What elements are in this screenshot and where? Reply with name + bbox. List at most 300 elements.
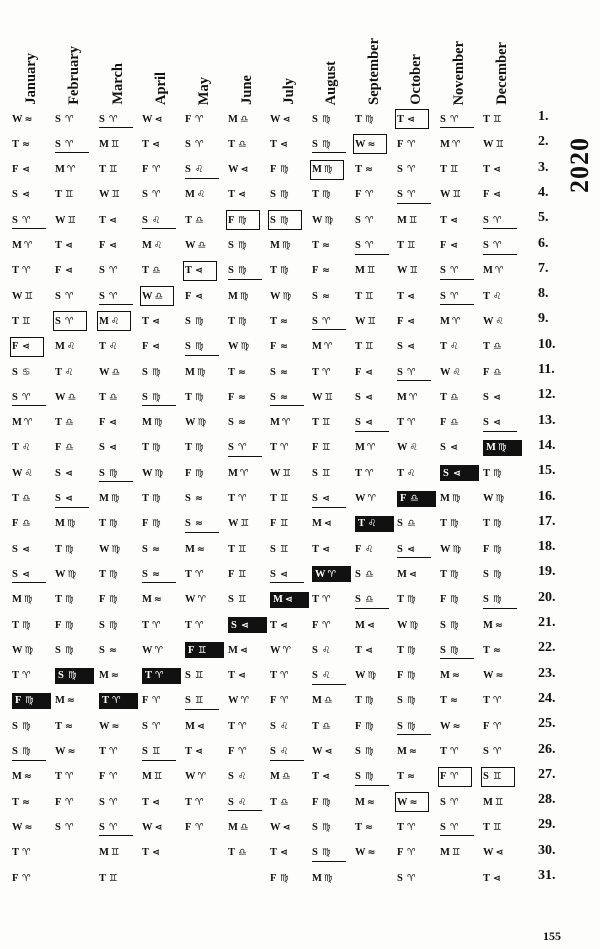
weekday-letter: W (315, 568, 326, 580)
weekday-letter: T (99, 214, 107, 226)
zodiac-icon: ♊ (67, 214, 76, 226)
zodiac-icon: ⋖ (365, 417, 372, 429)
zodiac-icon: ♈ (152, 189, 160, 201)
weekday-letter: T (270, 442, 278, 454)
zodiac-icon: ⋖ (450, 442, 457, 454)
day-cell (99, 136, 139, 152)
month-name: November (450, 40, 467, 105)
zodiac-icon: ≈ (280, 341, 287, 353)
zodiac-icon: ⋖ (280, 847, 287, 859)
weekday-letter: M (270, 240, 280, 251)
weekday-letter: S (185, 315, 191, 327)
weekday-letter: T (270, 847, 278, 859)
zodiac-icon: ♍ (497, 442, 506, 454)
day-cell (355, 718, 395, 734)
day-cell (185, 440, 225, 456)
day-cell (397, 693, 437, 709)
day-cell (12, 870, 52, 886)
zodiac-icon: ♍ (451, 493, 460, 504)
zodiac-icon: ♎ (450, 391, 458, 403)
day-cell (312, 491, 352, 507)
day-cell (142, 744, 182, 760)
day-cell (12, 617, 52, 633)
zodiac-icon: ⋖ (152, 847, 159, 859)
day-cell (99, 111, 139, 127)
day-number: 16. (538, 488, 556, 504)
zodiac-icon: ⋖ (365, 391, 372, 403)
weekday-letter: T (355, 644, 363, 656)
weekday-letter: S (440, 113, 446, 125)
day-number: 3. (538, 159, 549, 175)
zodiac-icon: ♌ (196, 189, 205, 201)
day-cell (99, 339, 139, 355)
day-cell (142, 263, 182, 279)
weekday-letter: S (312, 138, 318, 150)
zodiac-icon: ⋖ (408, 568, 416, 580)
zodiac-icon: ♈ (280, 670, 288, 682)
weekday-letter: T (99, 746, 107, 757)
day-cell (99, 819, 139, 835)
day-cell (483, 845, 523, 861)
weekday-letter: M (228, 290, 238, 302)
day-cell (270, 718, 310, 734)
zodiac-icon: ♍ (407, 644, 415, 656)
zodiac-icon: ♊ (280, 493, 288, 504)
weekday-letter: T (440, 746, 448, 757)
day-cell (99, 187, 139, 203)
day-cell (312, 516, 352, 532)
day-cell (483, 642, 523, 658)
month-header-august (320, 10, 342, 105)
day-cell (12, 389, 52, 405)
weekday-letter: M (142, 594, 152, 606)
weekday-letter: M (228, 467, 238, 479)
month-name: August (322, 60, 339, 105)
day-cell (483, 769, 513, 785)
weekday-letter: T (483, 518, 491, 530)
zodiac-icon: ♍ (196, 366, 205, 378)
day-cell (440, 693, 480, 709)
weekday-letter: W (440, 366, 451, 378)
zodiac-icon: ♊ (495, 138, 504, 150)
zodiac-icon: ♈ (322, 315, 330, 327)
weekday-letter: W (228, 695, 239, 707)
zodiac-icon: ♈ (280, 442, 288, 454)
zodiac-icon: ♌ (495, 315, 504, 327)
weekday-letter: S (397, 189, 403, 201)
zodiac-icon: ♈ (112, 695, 120, 707)
zodiac-icon: ♍ (450, 594, 458, 606)
day-number: 18. (538, 539, 556, 555)
zodiac-icon: ♌ (368, 518, 376, 530)
zodiac-icon: ♈ (407, 872, 415, 884)
zodiac-icon: ♈ (152, 164, 160, 176)
weekday-letter: S (12, 568, 18, 580)
day-cell (270, 617, 310, 633)
day-cell (270, 313, 310, 329)
day-cell (55, 744, 95, 760)
day-cell (228, 516, 268, 532)
weekday-letter: S (312, 467, 318, 479)
zodiac-icon: ≈ (451, 670, 459, 682)
zodiac-icon: ⋖ (22, 543, 29, 555)
day-cell (12, 592, 52, 608)
zodiac-icon: ≈ (366, 796, 374, 808)
zodiac-icon: ♊ (238, 543, 246, 555)
day-cell (397, 111, 427, 127)
zodiac-icon: ♌ (493, 290, 501, 302)
zodiac-icon: ⋖ (109, 442, 116, 454)
day-cell (355, 617, 395, 633)
weekday-letter: T (312, 240, 320, 251)
zodiac-icon: ♊ (367, 315, 376, 327)
day-cell (397, 642, 437, 658)
zodiac-icon: ♍ (450, 568, 458, 580)
weekday-letter: S (231, 619, 237, 631)
zodiac-icon: ⋖ (109, 214, 116, 226)
weekday-letter: T (228, 366, 236, 378)
weekday-letter: M (185, 366, 195, 378)
weekday-letter: S (99, 619, 105, 631)
weekday-letter: S (12, 391, 18, 403)
day-number: 31. (538, 868, 556, 883)
zodiac-icon: ♎ (67, 391, 76, 403)
zodiac-icon: ♍ (493, 543, 501, 555)
day-cell (228, 415, 268, 431)
day-cell (397, 364, 437, 380)
weekday-letter: S (55, 315, 61, 327)
day-cell (228, 693, 268, 709)
zodiac-icon: ♍ (281, 240, 290, 251)
zodiac-icon: ♍ (280, 189, 288, 201)
day-cell (397, 769, 437, 785)
day-cell (355, 136, 385, 152)
day-cell (99, 845, 139, 861)
day-cell (12, 744, 52, 760)
weekday-letter: M (55, 341, 65, 353)
day-cell (397, 566, 437, 582)
weekday-letter: F (55, 619, 62, 631)
day-cell (397, 465, 437, 481)
weekday-letter: T (185, 442, 193, 454)
day-cell (228, 440, 268, 456)
day-cell (142, 642, 182, 658)
zodiac-icon: ♍ (322, 847, 330, 859)
weekday-letter: W (270, 467, 281, 479)
day-cell (228, 288, 268, 304)
day-cell (440, 819, 480, 835)
day-cell (185, 516, 225, 532)
weekday-letter: S (142, 568, 148, 580)
day-cell (355, 794, 395, 810)
weekday-letter: T (55, 366, 63, 378)
day-number: 5. (538, 210, 549, 226)
zodiac-icon: ≈ (111, 720, 119, 732)
month-header-october (405, 10, 427, 105)
month-name: January (22, 53, 39, 105)
zodiac-icon: ♈ (451, 315, 460, 327)
day-cell (55, 819, 95, 835)
zodiac-icon: ♊ (365, 341, 373, 353)
weekday-letter: T (312, 771, 320, 783)
day-cell (55, 339, 95, 355)
weekday-letter: W (55, 746, 66, 757)
zodiac-icon: ♍ (152, 366, 160, 378)
weekday-letter: S (483, 214, 489, 226)
zodiac-icon: ⋖ (195, 265, 202, 277)
day-cell (312, 794, 352, 810)
weekday-letter: T (228, 315, 236, 327)
weekday-letter: T (397, 290, 405, 302)
day-cell (12, 187, 52, 203)
day-cell (99, 491, 139, 507)
zodiac-icon: ♈ (451, 138, 460, 150)
day-cell (99, 389, 139, 405)
day-cell (99, 642, 139, 658)
weekday-letter: T (397, 417, 405, 429)
weekday-letter: F (397, 138, 404, 150)
zodiac-icon: ♎ (197, 240, 206, 251)
zodiac-icon: ♍ (67, 568, 76, 580)
day-cell (99, 718, 139, 734)
weekday-letter: T (483, 164, 491, 176)
day-cell (55, 136, 95, 152)
month-header-february (63, 10, 85, 105)
day-cell (397, 136, 437, 152)
day-cell (270, 794, 310, 810)
day-cell (483, 491, 523, 507)
weekday-letter: F (99, 417, 106, 429)
zodiac-icon: ⋖ (365, 366, 372, 378)
weekday-letter: S (397, 341, 403, 353)
zodiac-icon: ♊ (493, 113, 501, 125)
weekday-letter: S (270, 568, 276, 580)
day-cell (55, 263, 95, 279)
weekday-letter: T (483, 341, 491, 353)
day-cell (397, 288, 437, 304)
day-cell (12, 238, 52, 254)
weekday-letter: M (486, 442, 496, 454)
day-cell (270, 263, 310, 279)
weekday-letter: M (483, 796, 493, 808)
weekday-letter: S (185, 164, 191, 176)
weekday-letter: M (440, 847, 450, 859)
zodiac-icon: ♊ (322, 417, 330, 429)
zodiac-icon: ♈ (322, 619, 330, 631)
zodiac-icon: ♈ (365, 189, 373, 201)
weekday-letter: T (145, 670, 153, 682)
zodiac-icon: ≈ (494, 619, 502, 631)
zodiac-icon: ♍ (195, 442, 203, 454)
zodiac-icon: ♊ (280, 543, 288, 555)
day-cell (397, 238, 437, 254)
weekday-letter: T (12, 265, 20, 277)
day-cell (397, 263, 437, 279)
day-cell (397, 491, 436, 507)
weekday-letter: S (12, 214, 18, 226)
zodiac-icon: ♊ (111, 189, 120, 201)
day-cell (312, 162, 342, 178)
weekday-letter: T (99, 518, 107, 530)
zodiac-icon: ≈ (152, 568, 159, 580)
zodiac-icon: ♍ (322, 189, 330, 201)
zodiac-icon: ≈ (408, 746, 416, 757)
weekday-letter: F (440, 771, 447, 783)
weekday-letter: T (142, 847, 150, 859)
zodiac-icon: ♊ (450, 164, 458, 176)
day-number: 29. (538, 817, 556, 833)
weekday-letter: W (99, 366, 110, 378)
day-cell (312, 870, 352, 886)
zodiac-icon: ♈ (65, 113, 73, 125)
weekday-letter: F (270, 872, 277, 884)
day-cell (397, 592, 437, 608)
zodiac-icon: ♋ (22, 366, 30, 378)
weekday-letter: S (55, 493, 61, 504)
zodiac-icon: ≈ (65, 720, 72, 732)
day-cell (228, 491, 268, 507)
month-header-july (278, 10, 300, 105)
day-cell (440, 263, 480, 279)
zodiac-icon: ♍ (152, 493, 160, 504)
zodiac-icon: ♈ (65, 796, 73, 808)
zodiac-icon: ♊ (408, 214, 417, 226)
zodiac-icon: ≈ (23, 771, 31, 783)
day-cell (55, 769, 95, 785)
weekday-letter: T (142, 796, 150, 808)
zodiac-icon: ♍ (152, 442, 160, 454)
weekday-letter: T (312, 720, 320, 732)
weekday-letter: T (270, 493, 278, 504)
zodiac-icon: ⋖ (280, 619, 287, 631)
zodiac-icon: ♎ (152, 265, 160, 277)
weekday-letter: F (483, 189, 490, 201)
month-header-january (20, 10, 42, 105)
weekday-letter: T (270, 796, 278, 808)
day-cell (185, 162, 225, 178)
zodiac-icon: ♊ (451, 847, 460, 859)
day-cell (440, 845, 480, 861)
day-cell (312, 238, 352, 254)
day-cell (312, 566, 351, 582)
zodiac-icon: ♈ (450, 746, 458, 757)
day-cell (142, 111, 182, 127)
day-number: 8. (538, 286, 549, 302)
day-cell (185, 339, 225, 355)
weekday-letter: S (312, 493, 318, 504)
day-cell (142, 288, 172, 304)
day-cell (312, 819, 352, 835)
weekday-letter: F (397, 847, 404, 859)
day-cell (270, 744, 310, 760)
weekday-letter: F (99, 594, 106, 606)
zodiac-icon: ≈ (365, 164, 372, 176)
zodiac-icon: ≈ (110, 670, 118, 682)
day-cell (142, 617, 182, 633)
weekday-letter: T (142, 442, 150, 454)
weekday-letter: M (397, 568, 407, 580)
zodiac-icon: ♌ (407, 467, 415, 479)
day-cell (12, 845, 52, 861)
zodiac-icon: ♈ (238, 720, 246, 732)
zodiac-icon: ♎ (239, 821, 248, 833)
zodiac-icon: ♈ (195, 138, 203, 150)
weekday-letter: F (270, 341, 277, 353)
day-cell (397, 162, 437, 178)
zodiac-icon: ⋖ (324, 746, 332, 757)
weekday-letter: S (355, 417, 361, 429)
weekday-letter: S (55, 113, 61, 125)
weekday-letter: T (185, 619, 193, 631)
day-cell (483, 187, 523, 203)
weekday-letter: M (270, 771, 280, 783)
day-cell (312, 718, 352, 734)
zodiac-icon: ♊ (366, 265, 375, 277)
zodiac-icon: ♍ (22, 720, 30, 732)
day-cell (228, 744, 268, 760)
weekday-letter: M (355, 796, 365, 808)
weekday-letter: M (55, 695, 65, 707)
zodiac-icon: ♌ (22, 442, 30, 454)
weekday-letter: S (440, 265, 446, 277)
zodiac-icon: ♌ (109, 341, 117, 353)
day-cell (397, 212, 437, 228)
day-cell (12, 541, 52, 557)
day-cell (228, 566, 268, 582)
day-cell (355, 491, 395, 507)
day-cell (483, 339, 523, 355)
zodiac-icon: ⋖ (65, 240, 72, 251)
zodiac-icon: ♊ (153, 771, 162, 783)
weekday-letter: S (440, 796, 446, 808)
weekday-letter: T (440, 695, 448, 707)
zodiac-icon: ⋖ (493, 164, 500, 176)
day-cell (270, 339, 310, 355)
zodiac-icon: ♎ (281, 771, 290, 783)
day-cell (483, 819, 523, 835)
day-cell (185, 288, 225, 304)
day-cell (397, 541, 437, 557)
day-cell (228, 541, 268, 557)
zodiac-icon: ⋖ (65, 265, 72, 277)
zodiac-icon: ♍ (65, 594, 73, 606)
weekday-letter: S (12, 366, 18, 378)
day-cell (355, 693, 395, 709)
day-cell (397, 187, 437, 203)
day-cell (483, 415, 523, 431)
day-cell (397, 718, 437, 734)
weekday-letter: S (12, 746, 18, 757)
day-cell (397, 516, 437, 532)
zodiac-icon: ♎ (365, 568, 373, 580)
weekday-letter: F (12, 872, 19, 884)
day-cell (483, 718, 523, 734)
zodiac-icon: ⋖ (284, 594, 292, 606)
zodiac-icon: ⋖ (407, 543, 414, 555)
day-cell (312, 136, 352, 152)
day-cell (185, 212, 225, 228)
day-cell (12, 668, 52, 684)
day-cell (142, 769, 182, 785)
day-cell (228, 769, 268, 785)
day-cell (397, 870, 437, 886)
weekday-letter: S (443, 467, 449, 479)
weekday-letter: S (228, 240, 234, 251)
day-cell (142, 415, 182, 431)
weekday-letter: W (55, 391, 66, 403)
weekday-letter: S (228, 417, 234, 429)
weekday-letter: F (440, 240, 447, 251)
